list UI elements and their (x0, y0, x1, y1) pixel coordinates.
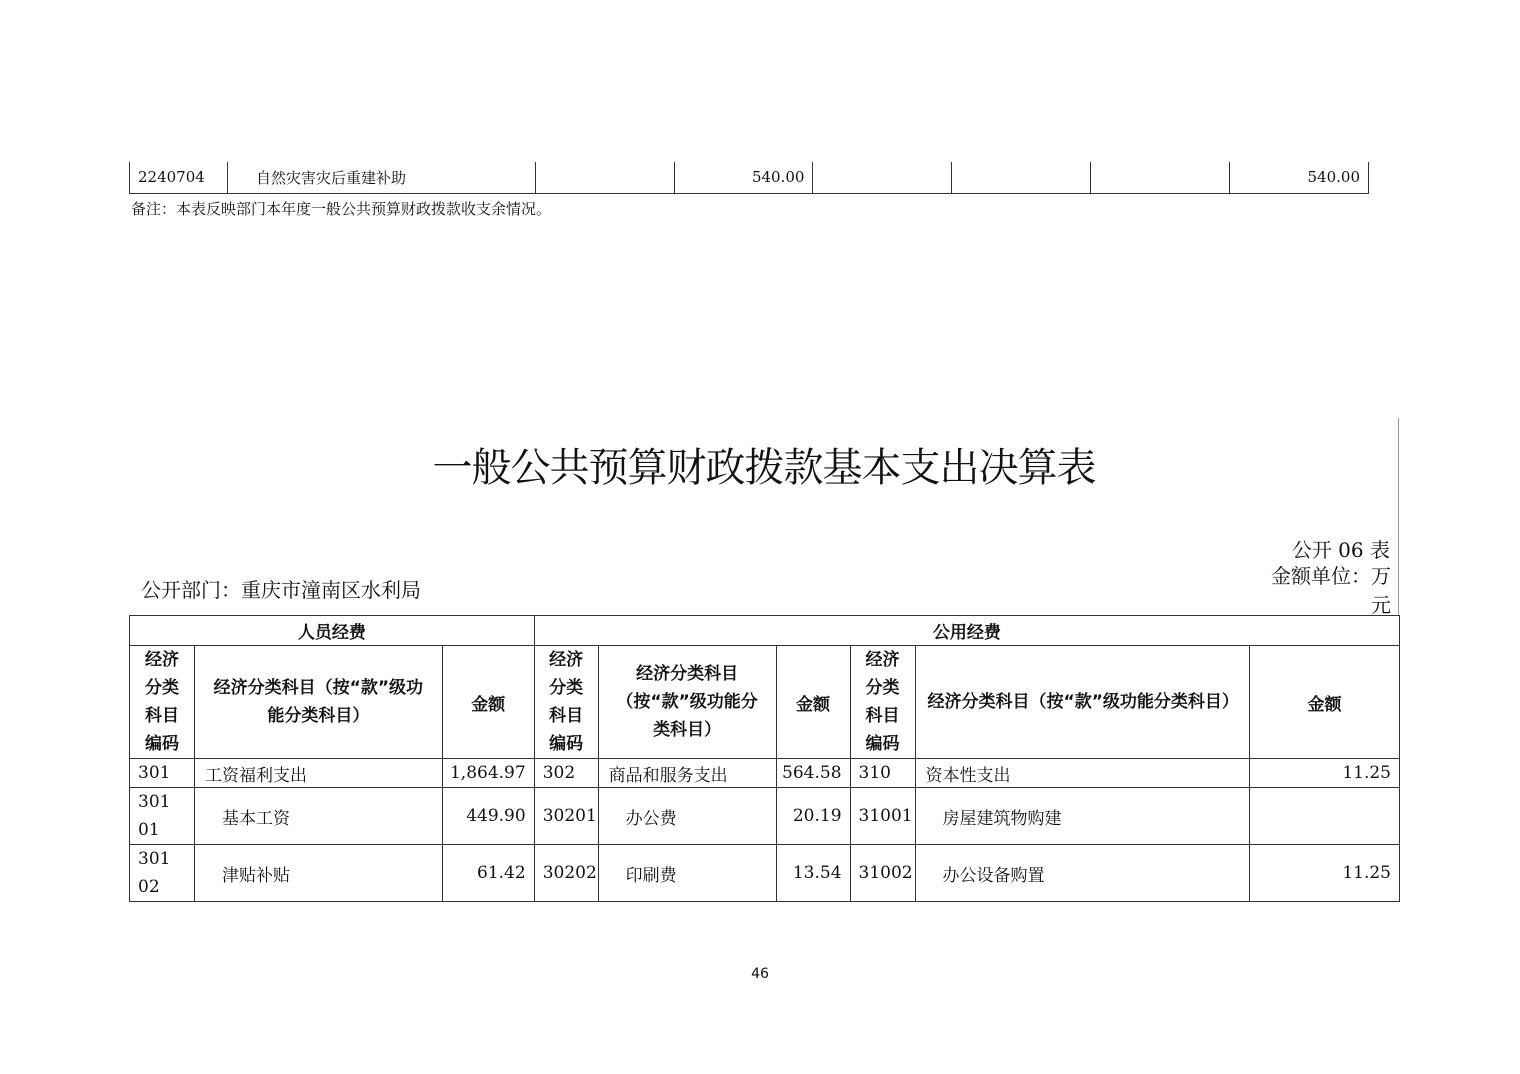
cell-amount: 20.19 (776, 788, 850, 845)
header-code: 经济分类科目编码 (534, 646, 598, 759)
continuation-table (129, 162, 1369, 194)
table-number: 公开 06 表 (1291, 538, 1390, 562)
cell-amount: 61.42 (442, 845, 534, 902)
header-name: 经济分类科目（按“款”级功能分类科目） (915, 646, 1250, 759)
header-name: 经济分类科目（按“款”级功能分类科目） (194, 646, 442, 759)
cell-code: 31002 (850, 845, 915, 902)
group-public: 公用经费 (534, 616, 1399, 646)
cell-name: 津贴补贴 (194, 845, 442, 902)
table-row (130, 759, 1400, 788)
cell-name: 房屋建筑物购建 (915, 788, 1250, 845)
table-note: 备注：本表反映部门本年度一般公共预算财政拨款收支余情况。 (131, 200, 552, 218)
cell-amount (1250, 788, 1400, 845)
header-code: 经济分类科目编码 (130, 646, 195, 759)
cell-code: 310 (850, 759, 915, 788)
department-label: 公开部门：重庆市潼南区水利局 (141, 578, 421, 602)
cell-code: 301 (130, 759, 195, 788)
cell-name: 办公费 (598, 788, 776, 845)
cell-name: 印刷费 (598, 845, 776, 902)
cell-value (535, 162, 674, 193)
cell-amount: 13.54 (776, 845, 850, 902)
header-amount: 金额 (1250, 646, 1400, 759)
cell-value: 540.00 (674, 162, 813, 193)
cell-amount: 449.90 (442, 788, 534, 845)
cell-value (813, 162, 952, 193)
cell-name: 办公设备购置 (915, 845, 1250, 902)
cell-code: 30201 (534, 788, 598, 845)
cell-name: 资本性支出 (915, 759, 1250, 788)
cell-amount: 11.25 (1250, 845, 1400, 902)
cell-code-text: 30102 (138, 849, 171, 897)
table-row (130, 788, 1400, 845)
cell-value: 540.00 (1230, 162, 1369, 193)
cell-code: 31001 (850, 788, 915, 845)
header-code: 经济分类科目编码 (850, 646, 915, 759)
cell-code: 302 (534, 759, 598, 788)
cell-value (1091, 162, 1230, 193)
cell-code-text: 30101 (138, 792, 171, 840)
cell-name: 基本工资 (194, 788, 442, 845)
basic-expenditure-table (129, 615, 1400, 902)
cell-code (130, 845, 195, 902)
cell-amount: 1,864.97 (442, 759, 534, 788)
header-name: 经济分类科目（按“款”级功能分类科目） (598, 646, 776, 759)
cell-amount: 564.58 (776, 759, 850, 788)
page-number: 46 (751, 966, 769, 982)
group-personnel: 人员经费 (130, 616, 535, 646)
cell-value (952, 162, 1091, 193)
cell-code: 2240704 (130, 162, 228, 193)
table-row (130, 162, 1369, 193)
cell-name: 商品和服务支出 (598, 759, 776, 788)
table-row (130, 845, 1400, 902)
header-amount: 金额 (776, 646, 850, 759)
cell-name: 自然灾害灾后重建补助 (227, 162, 535, 193)
cell-code: 30202 (534, 845, 598, 902)
cell-amount: 11.25 (1250, 759, 1400, 788)
page-title: 一般公共预算财政拨款基本支出决算表 (432, 445, 1096, 491)
column-header-row (130, 646, 1400, 759)
amount-unit: 金额单位：万元 (1271, 564, 1391, 617)
cell-code (130, 788, 195, 845)
header-amount: 金额 (442, 646, 534, 759)
group-header-row (130, 616, 1400, 646)
cell-name: 工资福利支出 (194, 759, 442, 788)
